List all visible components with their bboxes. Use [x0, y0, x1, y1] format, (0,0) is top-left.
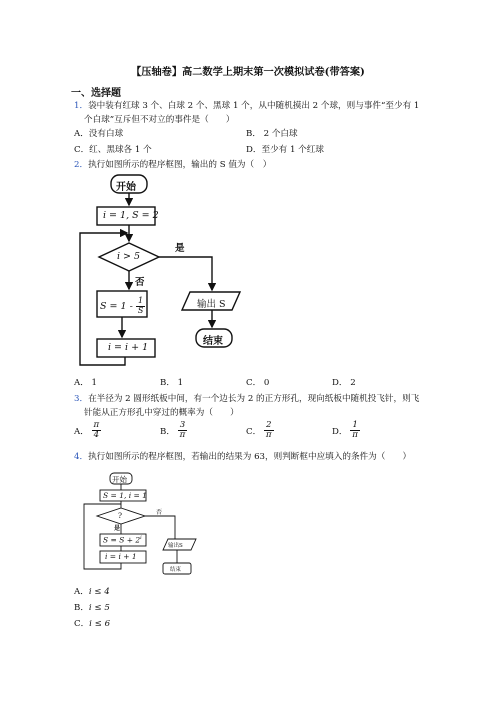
q3-text-line2: 针能从正方形孔中穿过的概率为（ ） — [84, 408, 239, 418]
q3-option-a[interactable]: A． $\frac{\pi}{4}$ — [74, 420, 100, 441]
q4-no-label: 否 — [156, 509, 163, 516]
q3-option-d[interactable]: D． $\frac{1}{\pi}$ — [332, 420, 358, 441]
q3-number: 3． — [74, 394, 89, 404]
q4-init-label: S = 1, i = 1 — [103, 491, 147, 500]
q4-cond-label: ? — [118, 511, 123, 520]
q2-text: 2．执行如图所示的程序框图，输出的 S 值为（ ） — [74, 160, 272, 170]
q2-option-c[interactable]: C． 0 — [246, 378, 270, 388]
q4-yes-label: 是 — [114, 525, 121, 532]
q2-yes-label: 是 — [175, 243, 185, 254]
q2-option-b[interactable]: B． 1 — [160, 378, 184, 388]
q4-option-b[interactable]: B．i ≤ 5 — [74, 603, 110, 613]
q4-option-c[interactable]: C．i ≤ 6 — [74, 619, 111, 629]
q2-option-d[interactable]: D． 2 — [332, 378, 356, 388]
q4-number: 4． — [74, 452, 89, 462]
q2-option-a[interactable]: A． 1 — [74, 378, 97, 388]
q2-assign-label: S = 1 - $\frac{1}{S}$ — [100, 296, 144, 315]
q4-assign-label: $S = S + 2^i$ — [103, 535, 142, 545]
q4-incr-label: i = i + 1 — [105, 552, 137, 561]
q1-option-c[interactable]: C．红、黑球各 1 个 — [74, 145, 152, 155]
q1-text-line1: 1．袋中装有红球 3 个、白球 2 个、黑球 1 个，从中随机摸出 2 个球，则与事件“至少有 1 — [74, 101, 420, 111]
q1-option-d[interactable]: D．至少有 1 个红球 — [246, 145, 324, 155]
q4-output-label: 输出S — [168, 543, 183, 549]
q3-option-b[interactable]: B． $\frac{3}{\pi}$ — [160, 420, 186, 441]
q2-cond-label: i > 5 — [117, 251, 141, 262]
q4-text: 4．执行如图所示的程序框图，若输出的结果为 63，则判断框中应填入的条件为（ ） — [74, 452, 412, 462]
q4-start-label: 开始 — [112, 475, 127, 484]
q3-text-line1: 3．在半径为 2 圆形纸板中间，有一个边长为 2 的正方形孔，现向纸板中随机投飞针，则飞 — [74, 394, 420, 404]
q2-incr-label: i = i + 1 — [108, 342, 149, 353]
q1-option-a[interactable]: A．没有白球 — [74, 129, 124, 139]
q4-end-label: 结束 — [170, 567, 182, 573]
q2-end-label: 结束 — [203, 336, 223, 347]
q1-option-b[interactable]: B． 2 个白球 — [246, 129, 298, 139]
q1-text-line2: 个白球”互斥但不对立的事件是（ ） — [84, 115, 235, 125]
q2-init-label: i = 1, S = 2 — [103, 210, 159, 221]
q2-no-label: 否 — [135, 277, 145, 288]
q4-option-a[interactable]: A．i ≤ 4 — [74, 587, 110, 597]
q2-start-label: 开始 — [116, 182, 136, 193]
q3-option-c[interactable]: C． $\frac{2}{\pi}$ — [246, 420, 272, 441]
q1-number: 1． — [74, 101, 89, 111]
page-title: 【压轴卷】高二数学上期末第一次模拟试卷(带答案) — [131, 66, 365, 78]
q2-number: 2． — [74, 160, 89, 170]
section-heading: 一、选择题 — [71, 88, 121, 99]
q2-output-label: 输出 S — [197, 299, 226, 310]
